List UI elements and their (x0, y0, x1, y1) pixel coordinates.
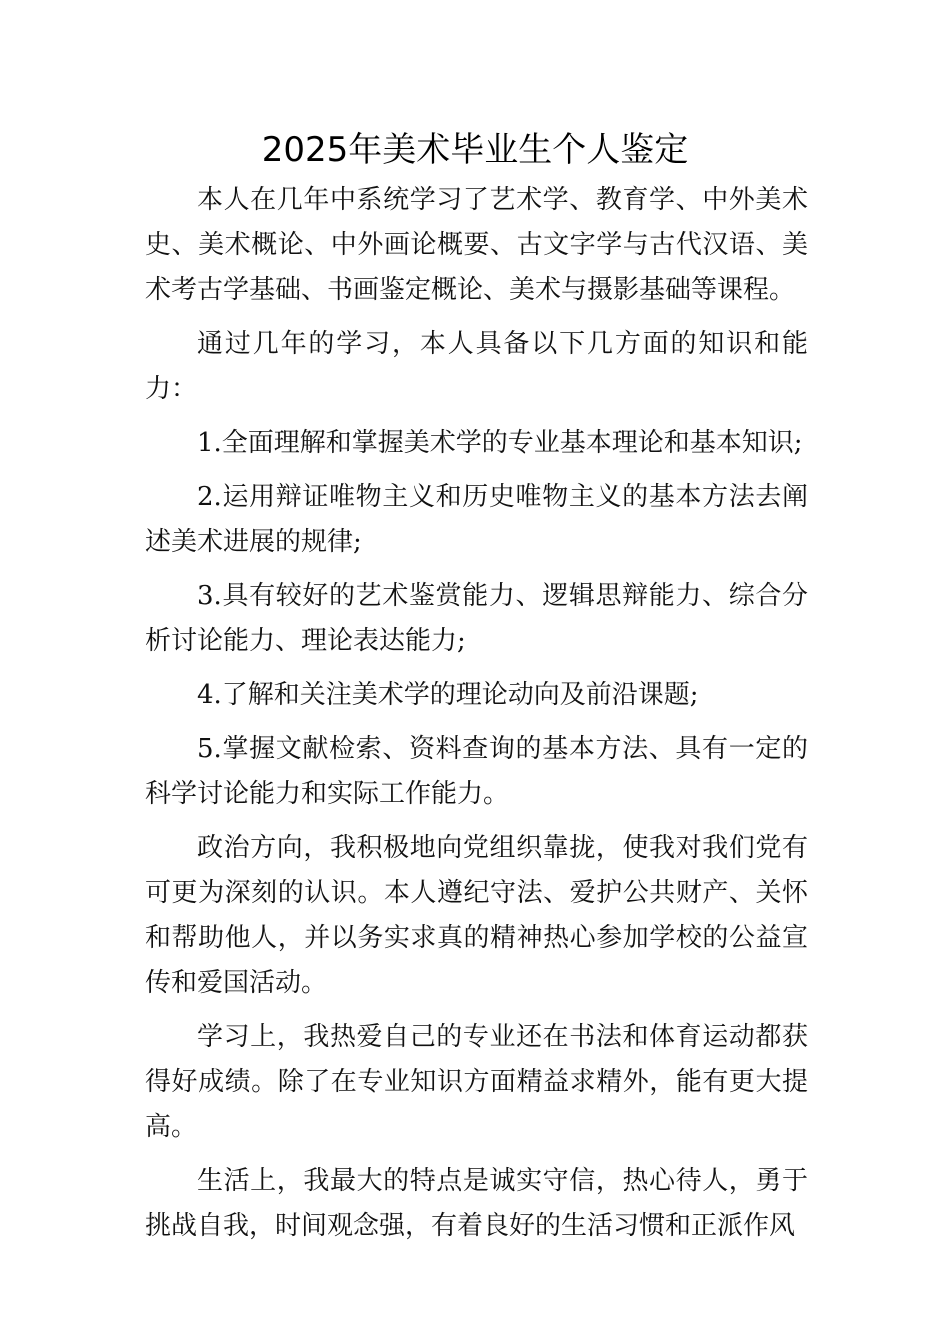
paragraph: 本人在几年中系统学习了艺术学、教育学、中外美术史、美术概论、中外画论概要、古文字学与古代汉语、美术考古学基础、书画鉴定概论、美术与摄影基础等课程。 (145, 185, 808, 305)
paragraph: 5.掌握文献检索、资料查询的基本方法、具有一定的科学讨论能力和实际工作能力。 (145, 734, 808, 809)
document-title: 2025年美术毕业生个人鉴定 (261, 130, 689, 170)
paragraph: 通过几年的学习，本人具备以下几方面的知识和能力： (145, 329, 808, 404)
paragraph: 2.运用辩证唯物主义和历史唯物主义的基本方法去阐述美术进展的规律; (145, 482, 808, 557)
paragraph: 学习上，我热爱自己的专业还在书法和体育运动都获得好成绩。除了在专业知识方面精益求精外，能有更大提高。 (145, 1022, 808, 1142)
paragraph: 生活上，我最大的特点是诚实守信，热心待人，勇于挑战自我，时间观念强，有着良好的生活习惯和正派作风 (145, 1166, 808, 1241)
paragraph: 3.具有较好的艺术鉴赏能力、逻辑思辩能力、综合分析讨论能力、理论表达能力; (145, 581, 808, 656)
paragraph: 政治方向，我积极地向党组织靠拢，使我对我们党有可更为深刻的认识。本人遵纪守法、爱护公共财产、关怀和帮助他人，并以务实求真的精神热心参加学校的公益宣传和爱国活动。 (145, 833, 808, 998)
document-body (145, 178, 808, 1258)
paragraph: 1.全面理解和掌握美术学的专业基本理论和基本知识; (197, 428, 803, 458)
paragraph: 4.了解和关注美术学的理论动向及前沿课题; (197, 680, 699, 710)
